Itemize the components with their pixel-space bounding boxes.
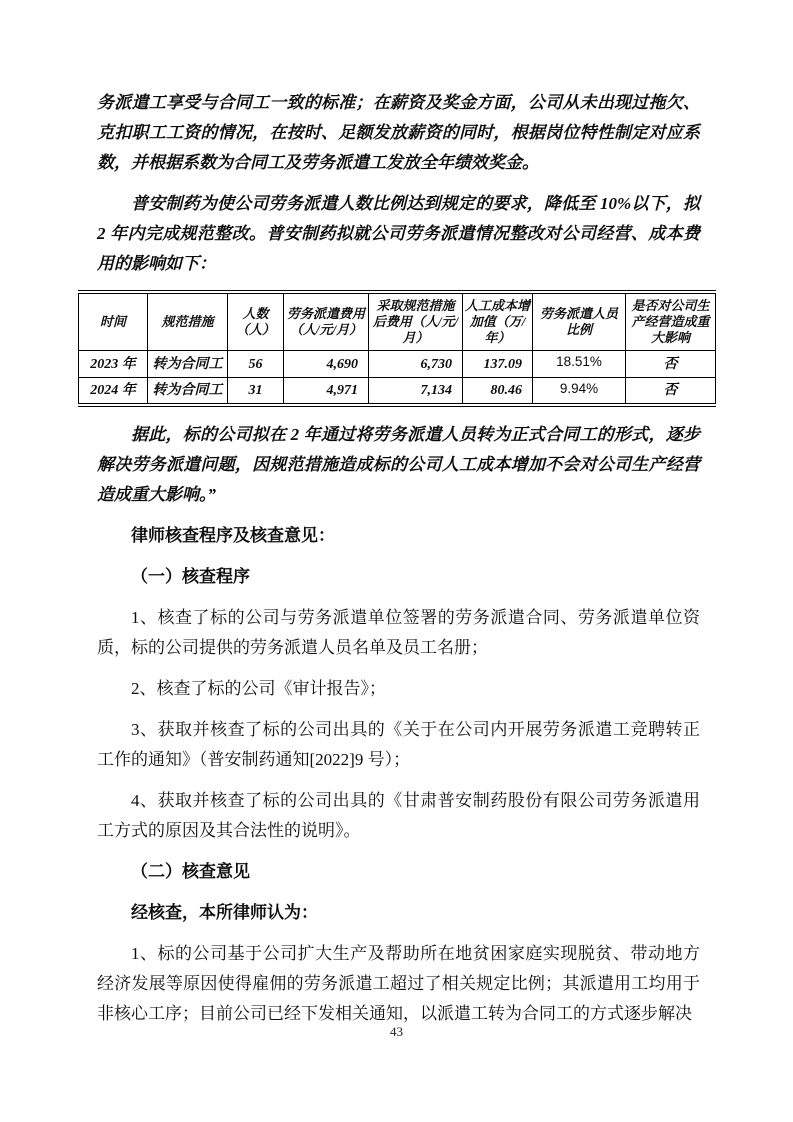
paragraph-rectification-intro: 普安制药为使公司劳务派遣人数比例达到规定的要求，降低至 10%以下，拟 2 年内完成规范整改。普安制药拟就公司劳务派遣情况整改对公司经营、成本费用的影响如下：	[97, 194, 700, 273]
heading-review-opinion: （二）核查意见	[131, 862, 250, 881]
paragraph-conclusion: 据此，标的公司拟在 2 年通过将劳务派遣人员转为正式合同工的形式，逐步解决劳务派遣问题，因规范措施造成标的公司人工成本增加不会对公司生产经营造成重大影响。”	[97, 425, 700, 504]
cell-headcount: 31	[228, 378, 284, 406]
cell-major-impact: 否	[626, 351, 716, 378]
cell-dispatch-ratio: 18.51%	[533, 351, 626, 378]
table-row-2024	[79, 378, 716, 406]
cell-labor-cost-increase: 80.46	[463, 378, 533, 406]
cell-labor-cost-increase: 137.09	[463, 351, 533, 378]
procedure-item-3: 3、获取并核查了标的公司出具的《关于在公司内开展劳务派遣工竞聘转正工作的通知》（普安制药通知[2022]9 号）；	[97, 720, 700, 769]
procedure-item-2: 2、核查了标的公司《审计报告》；	[131, 679, 386, 698]
cell-major-impact: 否	[626, 378, 716, 406]
table-header-labor-cost-increase: 人工成本增加值（万/年）	[463, 292, 533, 351]
page-number: 43	[390, 1024, 403, 1039]
cell-time: 2024 年	[79, 378, 148, 406]
paragraph-continued: 务派遣工享受与合同工一致的标准；在薪资及奖金方面，公司从未出现过拖欠、克扣职工工资的情况，在按时、足额发放薪资的同时，根据岗位特性制定对应系数，并根据系数为合同工及劳务派遣工发放全年绩效奖金。	[97, 93, 700, 172]
heading-opinion-lead: 经核查，本所律师认为：	[131, 903, 318, 922]
table-header-major-impact: 是否对公司生产经营造成重大影响	[626, 292, 716, 351]
procedure-item-1: 1、核查了标的公司与劳务派遣单位签署的劳务派遣合同、劳务派遣单位资质，标的公司提供的劳务派遣人员名单及员工名册；	[97, 608, 700, 657]
heading-review-procedure: （一）核查程序	[131, 567, 250, 586]
cell-cost-after-measure: 7,134	[369, 378, 463, 406]
opinion-item-1: 1、标的公司基于公司扩大生产及帮助所在地贫困家庭实现脱贫、带动地方经济发展等原因使得雇佣的劳务派遣工超过了相关规定比例；其派遣用工均用于非核心工序；目前公司已经下发相关通知，以派遣工转为合同工的方式逐步解决	[97, 944, 700, 1023]
table-header-measure: 规范措施	[148, 292, 228, 351]
cell-cost-after-measure: 6,730	[369, 351, 463, 378]
table-header-row	[79, 292, 716, 351]
cell-dispatch-cost: 4,690	[284, 351, 369, 378]
table-header-cost-after-measure: 采取规范措施后费用（人/元/月）	[369, 292, 463, 351]
table-row-2023	[79, 351, 716, 378]
heading-lawyer-review: 律师核查程序及核查意见：	[131, 526, 335, 545]
cell-dispatch-cost: 4,971	[284, 378, 369, 406]
cell-dispatch-ratio: 9.94%	[533, 378, 626, 406]
procedure-item-4: 4、获取并核查了标的公司出具的《甘肃普安制药股份有限公司劳务派遣用工方式的原因及其合法性的说明》。	[97, 791, 700, 840]
dispatch-cost-table	[78, 290, 716, 407]
table-header-headcount: 人数（人）	[228, 292, 284, 351]
cell-measure: 转为合同工	[148, 378, 228, 406]
cell-time: 2023 年	[79, 351, 148, 378]
table-header-dispatch-cost: 劳务派遣费用（人/元/月）	[284, 292, 369, 351]
cell-headcount: 56	[228, 351, 284, 378]
cell-measure: 转为合同工	[148, 351, 228, 378]
table-header-time: 时间	[79, 292, 148, 351]
table-header-dispatch-ratio: 劳务派遣人员比例	[533, 292, 626, 351]
